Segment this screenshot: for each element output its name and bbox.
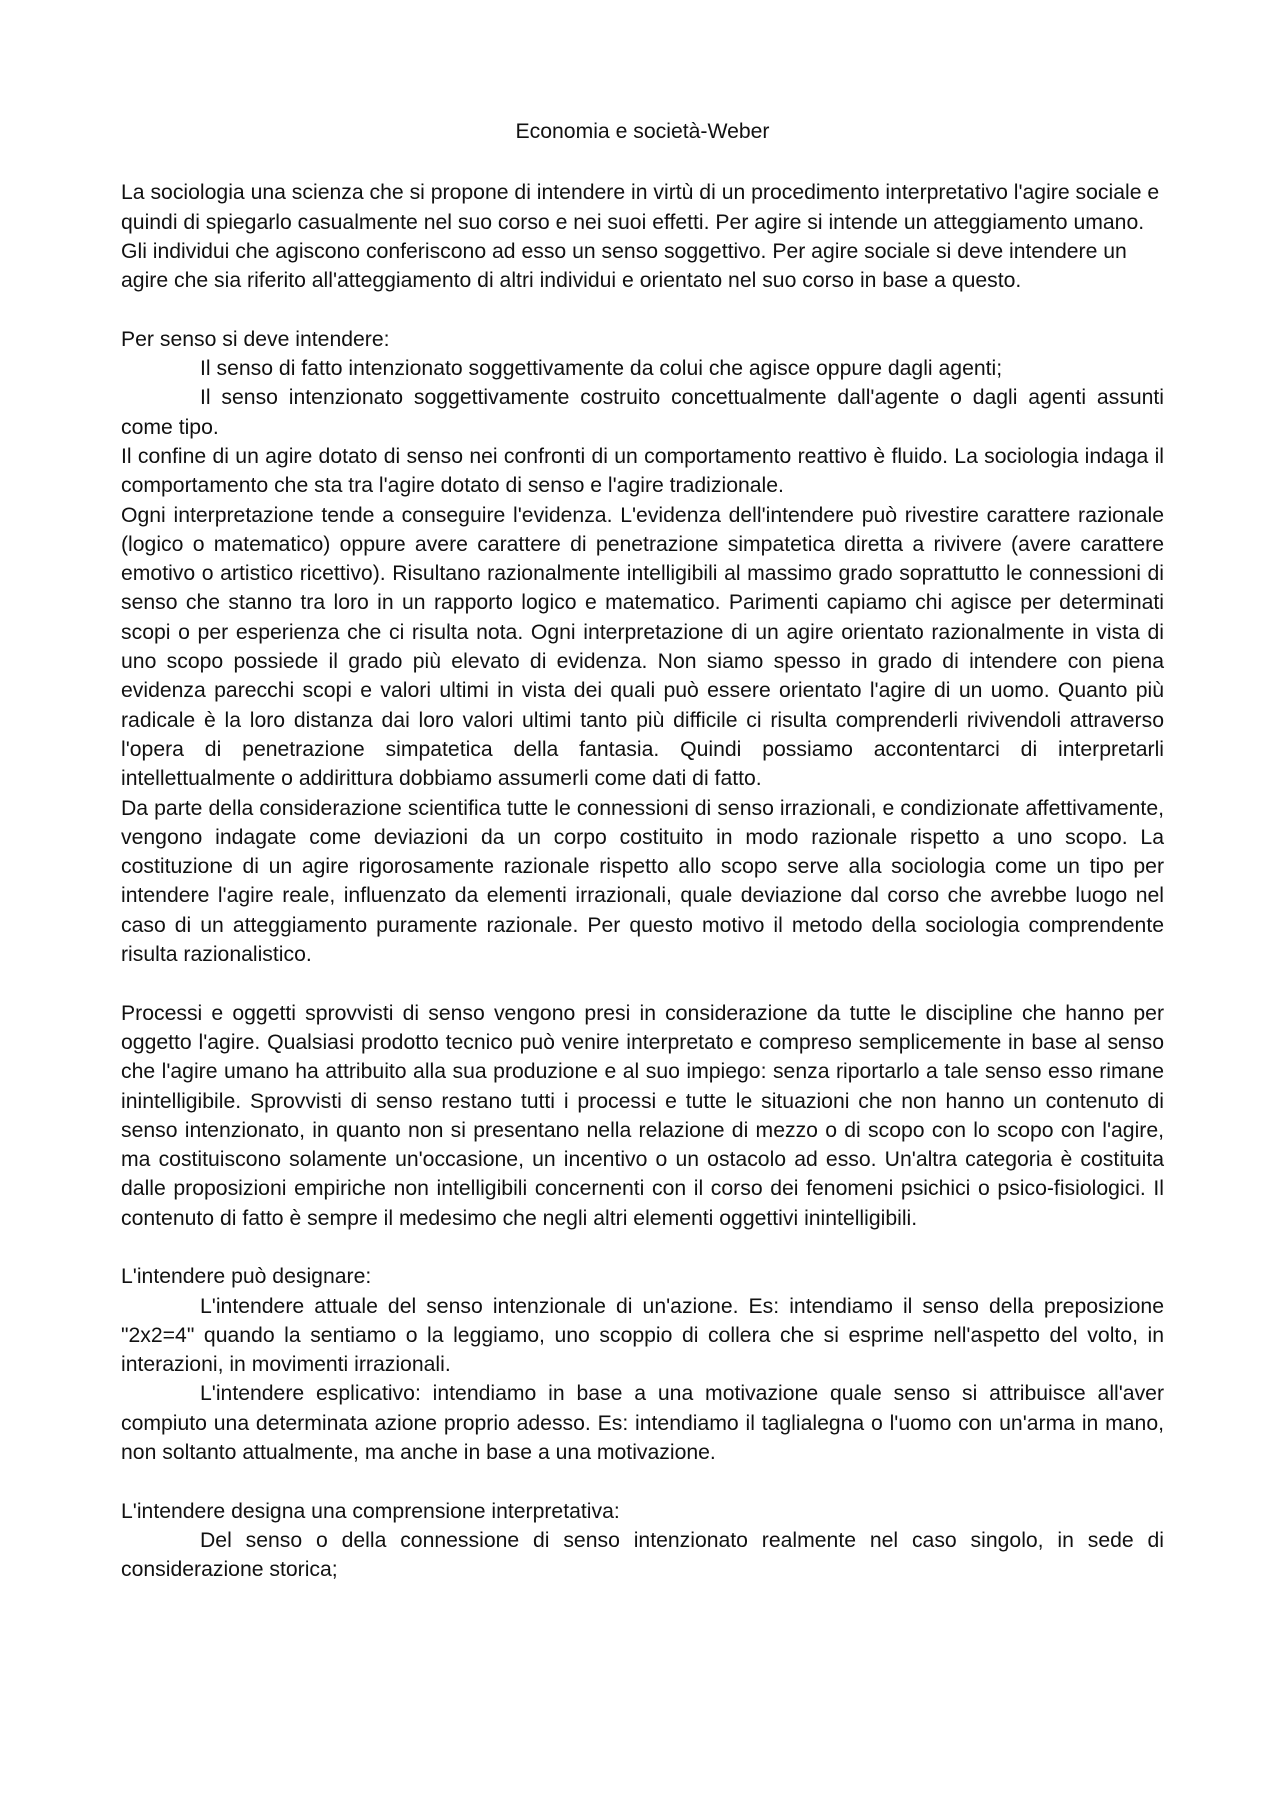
paragraph-intendere-heading: L'intendere può designare:: [121, 1265, 372, 1289]
document-body: [121, 117, 1164, 1585]
spacer: [121, 969, 1164, 998]
spacer: [121, 1233, 1164, 1262]
paragraph-evidenza: Ogni interpretazione tende a conseguire l'evidenza. L'evidenza dell'intendere può rivestire carattere razionale (logico o matematico) oppure avere carattere di penetrazione simpatetica diretta a rivivere (avere carattere emotivo o artistico ricettivo). Risultano razionalmente intelligibili al massimo grado soprattutto le connessioni di senso che stanno tra loro in un rapporto logico e matematico. Parimenti capiamo chi agisce per determinati scopi o per esperienza che ci risulta nota. Ogni interpretazione di un agire orientato razionalmente in vista di uno scopo possiede il grado più elevato di evidenza. Non siamo spesso in grado di intendere con piena evidenza parecchi scopi e valori ultimi in vista dei quali può essere orientato l'agire di un uomo. Quanto più radicale è la loro distanza dai loro valori ultimi tanto più difficile ci risulta comprenderli rivivendoli attraverso l'opera di penetrazione simpatetica della fantasia. Quindi possiamo accontentarci di interpretarli intellettualmente o addirittura dobbiamo assumerli come dati di fatto.: [121, 503, 1164, 791]
paragraph-comprensione-item-1: Del senso o della connessione di senso intenzionato realmente nel caso singolo, in sede di considerazione storica;: [121, 1528, 1164, 1582]
paragraph-senso-item-2: Il senso intenzionato soggettivamente costruito concettualmente dall'agente o dagli agenti assunti come tipo.: [121, 386, 1164, 439]
paragraph-intendere-attuale: L'intendere attuale del senso intenzionale di un'azione. Es: intendiamo il senso della preposizione "2x2=4" quando la sentiamo o la leggiamo, uno scoppio di collera che si esprime nell'aspetto del volto, in interazioni, in movimenti irrazionali.: [121, 1294, 1164, 1377]
paragraph-comprensione-heading: L'intendere designa una comprensione interpretativa:: [121, 1499, 620, 1523]
spacer: [121, 1467, 1164, 1496]
paragraph-confine: Il confine di un agire dotato di senso nei confronti di un comportamento reattivo è fluido. La sociologia indaga il comportamento che sta tra l'agire dotato di senso e l'agire tradizionale.: [121, 444, 1164, 498]
paragraph-intendere-esplicativo: L'intendere esplicativo: intendiamo in base a una motivazione quale senso si attribuisce all'aver compiuto una determinata azione proprio adesso. Es: intendiamo il taglialegna o l'uomo con un'arma in mano, non soltanto attualmente, ma anche in base a una motivazione.: [121, 1382, 1164, 1465]
paragraph-definition: La sociologia una scienza che si propone di intendere in virtù di un procedimento interpretativo l'agire sociale e quindi di spiegarlo casualmente nel suo corso e nei suoi effetti. Per agire si intende un atteggiamento umano. Gli individui che agiscono conferiscono ad esso un senso soggettivo. Per agire sociale si deve intendere un agire che sia riferito all'atteggiamento di altri individui e orientato nel suo corso in base a questo.: [121, 181, 1160, 293]
document-title: Economia e società-Weber: [515, 120, 770, 143]
spacer: [121, 295, 1164, 324]
paragraph-processi: Processi e oggetti sprovvisti di senso vengono presi in considerazione da tutte le discipline che hanno per oggetto l'agire. Qualsiasi prodotto tecnico può venire interpretato e compreso semplicemente in base al senso che l'agire umano ha attribuito alla sua produzione e al suo impiego: senza riportarlo a tale senso esso rimane inintelligibile. Sprovvisti di senso restano tutti i processi e tutte le situazioni che non hanno un contenuto di senso intenzionato, in quanto non si presentano nella relazione di mezzo o di scopo con lo scopo con l'agire, ma costituiscono solamente un'occasione, un incentivo o un ostacolo ad esso. Un'altra categoria è costituita dalle proposizioni empiriche non intelligibili concernenti con il corso dei fenomeni psichici o psico-fisiologici. Il contenuto di fatto è sempre il medesimo che negli altri elementi oggettivi inintelligibili.: [121, 1001, 1164, 1230]
paragraph-senso-item-1: Il senso di fatto intenzionato soggettivamente da colui che agisce oppure dagli agenti;: [200, 357, 1003, 381]
paragraph-considerazione: Da parte della considerazione scientifica tutte le connessioni di senso irrazionali, e condizionate affettivamente, vengono indagate come deviazioni da un corpo costituito in modo razionale rispetto a uno scopo. La costituzione di un agire rigorosamente razionale rispetto allo scopo serve alla sociologia come un tipo per intendere l'agire reale, influenzato da elementi irrazionali, quale deviazione dal corso che avrebbe luogo nel caso di un atteggiamento puramente razionale. Per questo motivo il metodo della sociologia comprendente risulta razionalistico.: [121, 796, 1164, 967]
paragraph-senso-heading: Per senso si deve intendere:: [121, 327, 390, 351]
